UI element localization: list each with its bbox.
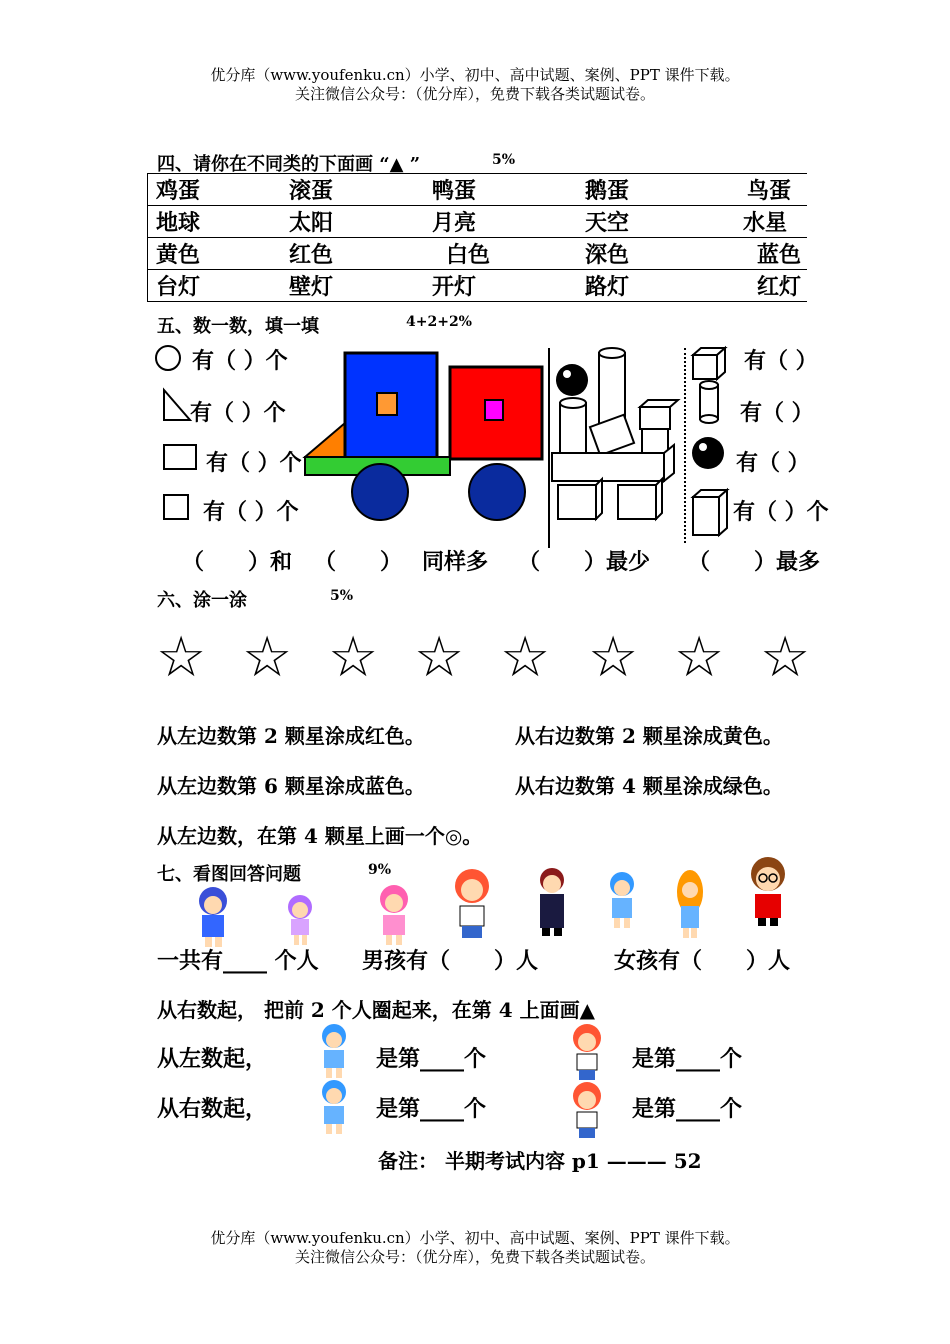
star-icon[interactable]: ☆ (242, 625, 293, 690)
kid-figure (455, 869, 489, 938)
girls-count: 女孩有（ ）人 (614, 948, 791, 974)
word-cell: 鸡蛋 (148, 174, 282, 206)
total-people: 一共有____ 个人 (157, 948, 319, 974)
compare-blank-2: （ ） (314, 549, 403, 575)
star-icon[interactable]: ☆ (760, 625, 811, 690)
position-answer-1: 是第____个 (376, 1046, 487, 1072)
section-5-title: 五、数一数，填一填 (157, 316, 319, 337)
footer-line-1: 优分库（www.youfenku.cn）小学、初中、高中试题、案例、PPT 课件下载。 (210, 1229, 740, 1247)
kid-figure (380, 885, 408, 945)
footer-line-2: 关注微信公众号：（优分库），免费下载各类试题试卷。 (294, 1248, 655, 1266)
section-5-score: 4+2+2% (406, 314, 472, 330)
star-icon[interactable]: ☆ (328, 625, 379, 690)
word-cell: 黄色 (148, 238, 282, 270)
children-picture (185, 858, 805, 946)
circle-instruction: 从右数起， 把前 2 个人圈起来，在第 4 上面画▲ (157, 998, 596, 1022)
cuboid-icon (693, 490, 727, 535)
instruction-5: 从左边数，在第 4 颗星上画一个◎。 (157, 824, 483, 848)
star-icon[interactable]: ☆ (500, 625, 551, 690)
kid-figure (322, 1024, 346, 1078)
truck-picture (300, 345, 550, 530)
instruction-2: 从右边数第 2 颗星涂成黄色。 (515, 724, 783, 748)
section-7-score: 9% (368, 862, 392, 878)
word-cell: 地球 (148, 206, 282, 238)
word-cell: 鸭蛋 (424, 174, 577, 206)
position-answer-3: 是第____个 (376, 1096, 487, 1122)
word-cell: 太阳 (281, 206, 424, 238)
count-sphere: 有（ ） (736, 450, 810, 476)
word-cell: 壁灯 (281, 270, 424, 302)
word-cell: 鸟蛋 (725, 174, 807, 206)
section-4-score: 5% (492, 152, 516, 168)
table-row (148, 238, 808, 270)
count-circle: 有（ ）个 (192, 348, 288, 374)
compare-least: （ ）最少 (518, 549, 651, 575)
header-line-1: 优分库（www.youfenku.cn）小学、初中、高中试题、案例、PPT 课件下载。 (210, 66, 740, 84)
square-icon (164, 495, 188, 519)
word-cell: 天空 (577, 206, 725, 238)
kid-figure (288, 895, 312, 945)
word-cell: 水星 (725, 206, 807, 238)
kid-figure (677, 870, 703, 938)
kid-figure (573, 1024, 601, 1080)
triangle-icon (164, 390, 190, 420)
count-cuboid: 有（ ）个 (733, 499, 829, 525)
position-answer-2: 是第____个 (632, 1046, 743, 1072)
word-cell: 路灯 (577, 270, 725, 302)
dotted-divider (684, 348, 686, 543)
kid-figure (610, 872, 634, 928)
count-triangle: 有（ ）个 (190, 400, 286, 426)
star-icon[interactable]: ☆ (156, 625, 207, 690)
table-row (148, 174, 808, 206)
word-cell: 月亮 (424, 206, 577, 238)
word-cell: 红灯 (725, 270, 807, 302)
star-icon[interactable]: ☆ (674, 625, 725, 690)
note: 备注： 半期考试内容 p1 ——— 52 (378, 1149, 702, 1173)
count-rectangle: 有（ ）个 (206, 450, 302, 476)
kid-figure (322, 1080, 346, 1134)
sphere-icon (692, 437, 724, 469)
word-cell: 深色 (577, 238, 725, 270)
position-answer-4: 是第____个 (632, 1096, 743, 1122)
compare-same: 同样多 (422, 549, 489, 575)
from-left-label: 从左数起， (157, 1046, 268, 1072)
cylinder-icon (700, 381, 718, 423)
section-6-title: 六、涂一涂 (157, 590, 247, 611)
section-6-score: 5% (330, 588, 354, 604)
kid-figure (751, 857, 785, 926)
word-table (147, 173, 807, 302)
word-cell: 红色 (281, 238, 424, 270)
from-right-label: 从右数起， (157, 1096, 268, 1122)
word-cell: 滚蛋 (281, 174, 424, 206)
table-row (148, 206, 808, 238)
section-7-title: 七、看图回答问题 (157, 864, 301, 885)
word-cell: 开灯 (424, 270, 577, 302)
word-cell: 蓝色 (725, 238, 807, 270)
cube-icon (693, 348, 725, 379)
word-cell: 台灯 (148, 270, 282, 302)
star-icon[interactable]: ☆ (414, 625, 465, 690)
divider-line (548, 348, 550, 548)
instruction-1: 从左边数第 2 颗星涂成红色。 (157, 724, 425, 748)
section-4-title: 四、请你在不同类的下面画 “▲ ” (157, 154, 421, 175)
instruction-4: 从右边数第 4 颗星涂成绿色。 (515, 774, 783, 798)
kid-figure (573, 1082, 601, 1138)
instruction-3: 从左边数第 6 颗星涂成蓝色。 (157, 774, 425, 798)
compare-blank-1: （ ）和 (182, 549, 293, 575)
word-cell: 鹅蛋 (577, 174, 725, 206)
kid-figure (540, 868, 564, 936)
boys-count: 男孩有（ ）人 (362, 948, 539, 974)
count-cube: 有（ ） (744, 348, 818, 374)
rectangle-icon (164, 445, 196, 469)
count-cylinder: 有（ ） (740, 400, 814, 426)
header-line-2: 关注微信公众号：（优分库），免费下载各类试题试卷。 (294, 85, 655, 103)
count-square: 有（ ）个 (203, 499, 299, 525)
kid-figure (199, 887, 227, 947)
word-cell: 白色 (424, 238, 577, 270)
solid-legend-icons (688, 345, 733, 540)
circle-icon (156, 346, 180, 370)
star-icon[interactable]: ☆ (588, 625, 639, 690)
table-row (148, 270, 808, 302)
compare-most: （ ）最多 (688, 549, 821, 575)
solids-stack-picture (552, 345, 682, 525)
